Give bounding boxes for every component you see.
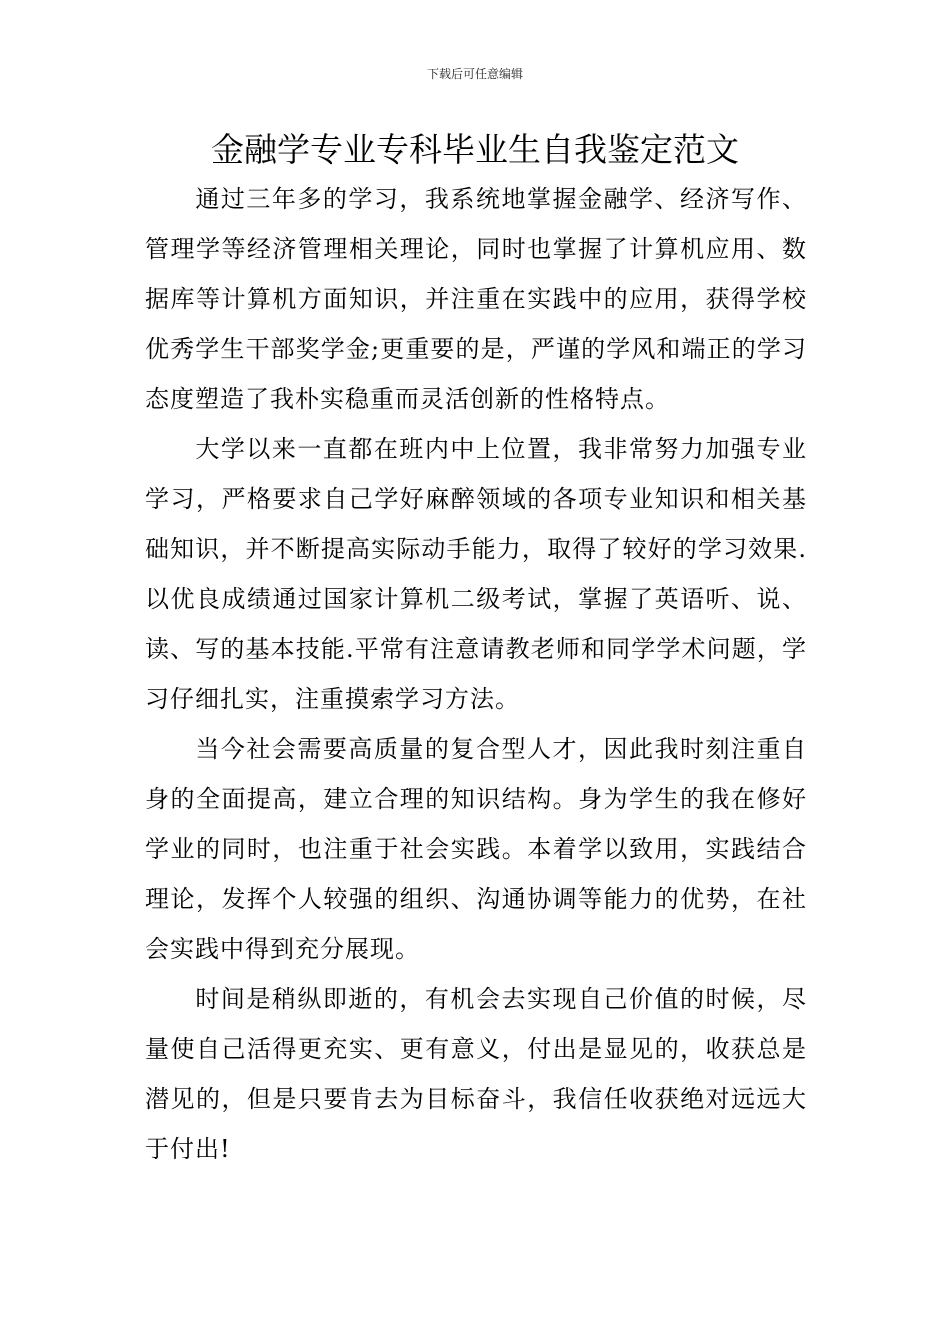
paragraph-4: 时间是稍纵即逝的，有机会去实现自己价值的时候，尽量使自己活得更充实、更有意义，付出是显见的，收获总是潜见的，但是只要肯去为目标奋斗，我信任收获绝对远远大于付出! <box>145 985 807 1163</box>
document-body <box>145 174 807 1174</box>
paragraph-3: 当今社会需要高质量的复合型人才，因此我时刻注重自身的全面提高，建立合理的知识结构。身为学生的我在修好学业的同时，也注重于社会实践。本着学以致用，实践结合理论，发挥个人较强的组织、沟通协调等能力的优势，在社会实践中得到充分展现。 <box>145 735 807 963</box>
document-title: 金融学专业专科毕业生自我鉴定范文 <box>211 130 739 169</box>
paragraph-2: 大学以来一直都在班内中上位置，我非常努力加强专业学习，严格要求自己学好麻醉领域的各项专业知识和相关基础知识，并不断提高实际动手能力，取得了较好的学习效果.以优良成绩通过国家计算机二级考试，掌握了英语听、说、读、写的基本技能.平常有注意请教老师和同学学术问题，学习仔细扎实，注重摸索学习方法。 <box>145 435 807 713</box>
header-note: 下载后可任意编辑 <box>426 67 523 81</box>
paragraph-1: 通过三年多的学习，我系统地掌握金融学、经济写作、管理学等经济管理相关理论，同时也掌握了计算机应用、数据库等计算机方面知识，并注重在实践中的应用，获得学校优秀学生干部奖学金;更重要的是，严谨的学风和端正的学习态度塑造了我朴实稳重而灵活创新的性格特点。 <box>145 185 807 413</box>
